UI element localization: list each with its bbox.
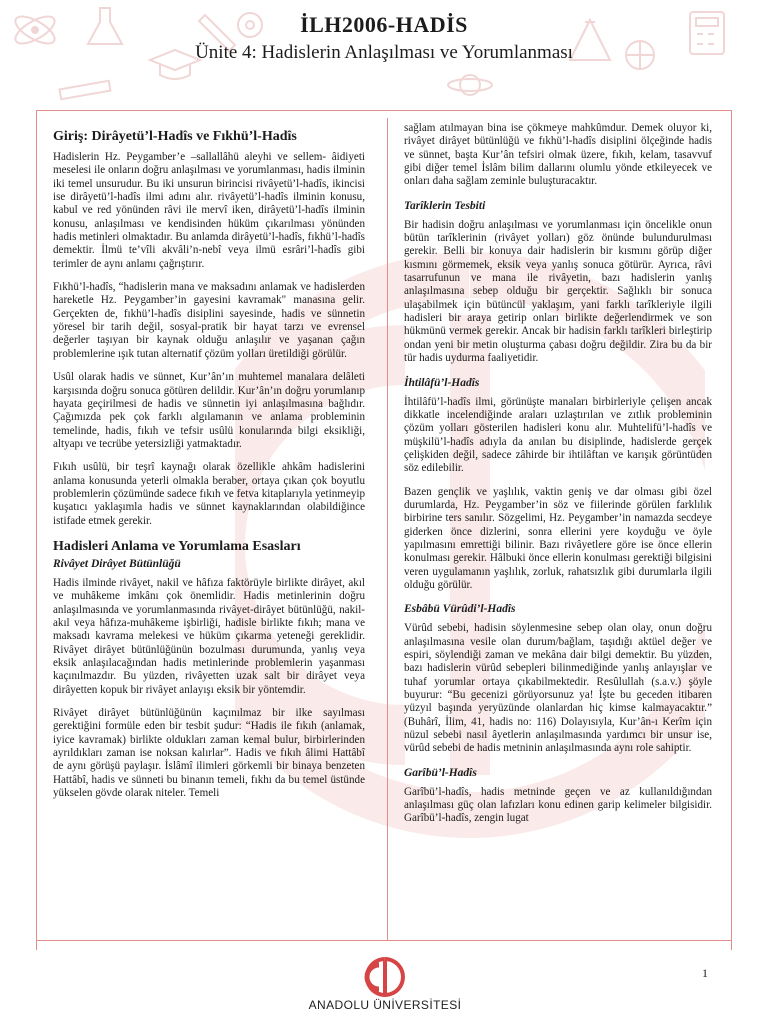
paragraph: Rivâyet dirâyet bütünlüğünün kaçınılmaz bir ilke sayılması gerektiğini formüle eden bir tesbit şudur: “Hadis ile fıkıh (anlamak, iyice kavramak) birlikte oldukları zaman kemal bulur, birbirlerinden ayrıldıkları zaman ise noksan kalırlar”. Hadis ve fıkıh âlimi Hattâbî de aynı görüşü paylaşır. İslâmî ilimleri görkemli bir binaya benzeten Hattâbî, hadis ve sünneti bu binanın temeli, fıkhı da bu temel üstünde yükselen gövde olarak niteler. Temeli [53, 707, 365, 800]
subsection-heading: Tarîklerin Tesbiti [404, 199, 486, 212]
paragraph: Bazen gençlik ve yaşlılık, vaktin geniş ve dar olması gibi özel durumlarda, Hz. Peygamber’in söz ve fiilerinde görülen farklılık birbirine ters sanılır. Sözgelimi, Hz. Peygamber’in namazda secdeye giderken önce dizlerini, sonra ellerini yere koyduğu ve öyle yapılmasını emrettiği bilinir. Bazı rivâyetlere göre ise önce ellerin konulması gerekir. Hâlbuki önce ellerin konulması gerektiği bilgisini veren uygulamanın yaşlılık, zorluk, rahatsızlık gibi durumlarla ilgili olduğu görülür. [404, 485, 712, 591]
header-rule [36, 110, 732, 111]
subsection-heading: İhtilâfü’l-Hadîs [404, 376, 480, 389]
paragraph: Vürûd sebebi, hadisin söylenmesine sebep olan olay, onun doğru anlaşılmasına vesile olan durum/bağlam, taşıdığı aktüel değer ve espiri, söylendiği zaman ve mekâna dair bilgi demektir. Bu yüzden, bazı hadislerin vürûd sebepleri bilinmediğinde yanlış anlayışlar ve tuhaf yorumlar ortaya çıkabilmektedir. Resûlullah (s.a.v.) şöyle buyurur: “Bu gecenizi görüyorsunuz ya! İşte bu geceden itibaren yüzyıl başında yeryüzünde olanlardan hiç kimse kalmayacaktır.” (Buhârî, İlim, 41, hadis no: 116) Dolayısıyla, Kur’ân-ı Kerîm için nüzul sebebi nasıl âyetlerin anlaşılmasında yardımcı bir unsur ise, vürûd sebebi de hadis metninin anlaşılmasında aynı role sahiptir. [404, 622, 712, 755]
paragraph: Fıkıh usûlü, bir teşrî kaynağı olarak özellikle ahkâm hadislerini anlama konusunda yeterli olmakla beraber, ortaya çıkan çok boyutlu problemlerin çözümünde sadece fıkıh ve fetva kitaplarıyla yetinmeyip kuşatıcı yaklaşımla hadis ve sünnet kaynaklarından olabildiğince istifade etmek gerekir. [53, 461, 365, 527]
orbit-icon [448, 75, 492, 95]
paragraph: İhtilâfü’l-hadîs ilmi, görünüşte manaları birbirleriyle çelişen ancak dikkatle incelendiğinde araları uzlaştırılan ve zıtlık probleminin çözüm yolları gösterilen hadisleri konu alır. Muhtelifü’l-hadîs ve müşkilü’l-hadîs adıyla da anılan bu disiplinde, hadislerde gerçek çelişkiden değil, sadece zâhirde bir ihtilâftan ve karışık görüntüden söz edilebilir. [404, 395, 712, 475]
right-column [404, 122, 712, 836]
section-heading: Hadisleri Anlama ve Yorumlama Esasları [53, 538, 301, 554]
course-title: İLH2006-HADİS [300, 12, 468, 37]
column-divider [387, 118, 388, 940]
university-emblem-icon [300, 955, 470, 997]
paragraph: Fıkhü’l-hadîs, “hadislerin mana ve maksadını anlamak ve hadislerden hareketle Hz. Peygamber’in gayesini kavramak" manasına gelir. Gerçekten de, fıkhü’l-hadîs disiplini sayesinde, hadis ve sünnetin yöresel bir tarih değil, sosyal-pratik bir hayat tarzı ve evrensel değerler taşıyan bir kaynak olduğu anlaşılır ve yaşanan çağın problemlerine ışık tutan alternatif çözüm yolları üretildiği görülür. [53, 281, 365, 360]
unit-title: Ünite 4: Hadislerin Anlaşılması ve Yorumlanması [195, 42, 573, 63]
university-name: ANADOLU ÜNİVERSİTESİ [308, 998, 462, 1012]
page-header [0, 10, 768, 64]
university-logo [300, 955, 470, 1013]
page-number: 1 [702, 966, 708, 980]
subsection-heading: Garîbü’l-Hadîs [404, 766, 477, 779]
subsection-heading: Rivâyet Dirâyet Bütünlüğü [53, 557, 181, 570]
paragraph: Usûl olarak hadis ve sünnet, Kur’ân’ın muhtemel manalara delâleti karşısında doğru sonuca götüren delildir. Kur’ân’ın doğru yorumlanıp hayata geçirilmesi de hadis ve sünnetin iyi anlaşılmasına bağlıdır. Çağımızda pek çok farklı algılamanın ve anlama probleminin temelinde, hadis, fıkıh ve tefsir usûlü konularında bilgi eksikliği, altyapı ve tecrübe yetersizliği yatmaktadır. [53, 371, 365, 450]
left-column [53, 128, 365, 810]
paragraph: sağlam atılmayan bina ise çökmeye mahkûmdur. Demek oluyor ki, rivâyet dirâyet bütünlüğü ve fıkhü’l-hadîs disiplini ölçeğinde hadis ve sünnet, başta Kur’ân tefsiri olmak üzere, fıkıh, kelam, tasavvuf gibi diğer temel İslâm bilim dallarını olumlu yönde etkileyecek ve onları daha sağlam zeminle buluşturacaktır. [404, 122, 712, 188]
left-frame-rule [36, 110, 37, 950]
paragraph: Hadis ilminde rivâyet, nakil ve hâfıza faktörüyle birlikte dirâyet, akıl ve muhâkeme imkânı çok önemlidir. Hadis metinlerinin doğru anlaşılmasında ve yorumlanmasında rivâyet-dirâyet bütünlüğü, nakil-akıl veya hâfıza-muhâkeme işbirliği, hadisle birlikte fıkıh; mana ve maksadı kavrama melekesi ve hüküm çıkarma yeteneği gereklidir. Rivâyet dirâyet bütünlüğünün bozulması durumunda, yanlış veya eksik anlaşılacağından hadis metinlerinde problemlerin yaşanması kaçınılmazdır. Bu yüzden, rivâyetten uzak salt bir dirâyet veya dirâyetten kopuk bir rivâyet anlayışı eksik bir yöntemdir. [53, 576, 365, 696]
subsection-heading: Esbâbü Vürûdi’l-Hadîs [404, 603, 516, 616]
paragraph: Hadislerin Hz. Peygamber’e –sallallâhü aleyhi ve sellem- âidiyeti meselesi ile onların doğru anlaşılması ve yorumlanması, hadis ilminin iki temel unsurudur. Bu iki unsurun birincisi rivâyetü’l-hadîs, ikincisi ise dirâyetü’l-hadîs ilmi adını alır. rivâyetü’l-hadîs ilminin konusu, kabul ve red yönünden râvi ile mervî iken, dirâyetü’l-hadîs ilminin konusu, anlaşılması ve kendisinden hüküm çıkarılması yönünden hadis metinleri olmaktadır. Bu anlamda dirâyetü’l-hadîs, fıkhü’l-hadîs demektir. İlmü te’vîli akvâli’n-nebî veya ilmü esrâri’l-hadîs gibi terimler de aynı anlamı çağrıştırır. [53, 151, 365, 270]
right-frame-rule [731, 110, 732, 950]
ruler-icon [60, 81, 111, 100]
footer-rule [36, 940, 732, 941]
paragraph: Garîbü’l-hadîs, hadis metninde geçen ve az kullanıldığından anlaşılması güç olan lafızları konu edinen garip kelimeler bilgisidir. Garîbü’l-hadîs, zengin lugat [404, 785, 712, 825]
intro-heading: Giriş: Dirâyetü’l-Hadîs ve Fıkhü’l-Hadîs [53, 129, 297, 144]
paragraph: Bir hadisin doğru anlaşılması ve yorumlanması için öncelikle onun bütün tarîklerinin (rivâyet yolları) göz önünde bulundurulması gerekir. Belli bir konuya dair hadislerin bir kısmını görüp diğer kısmını görmemek, eksik veya yanlış sonuca götürür. Ayrıca, râvi tasarrufunun ve mana ile rivâyetin, bazı hadislerin yanlış anlaşılmasına sebep olduğu bir gerçektir. Sağlıklı bir sonuca ulaşabilmek için bütüncül yaklaşım, yani farklı tarîkleriyle ilgili hadisleri bir araya getirip onları birlikte değerlendirmek ve son hükmünü vermek gerekir. Ancak bir hadisin farklı tarîkleri birleştirip ondan yeni bir metin oluşturma çabası doğru değildir. Zira bu da bir tür hadis uydurma faaliyetidir. [404, 218, 712, 365]
